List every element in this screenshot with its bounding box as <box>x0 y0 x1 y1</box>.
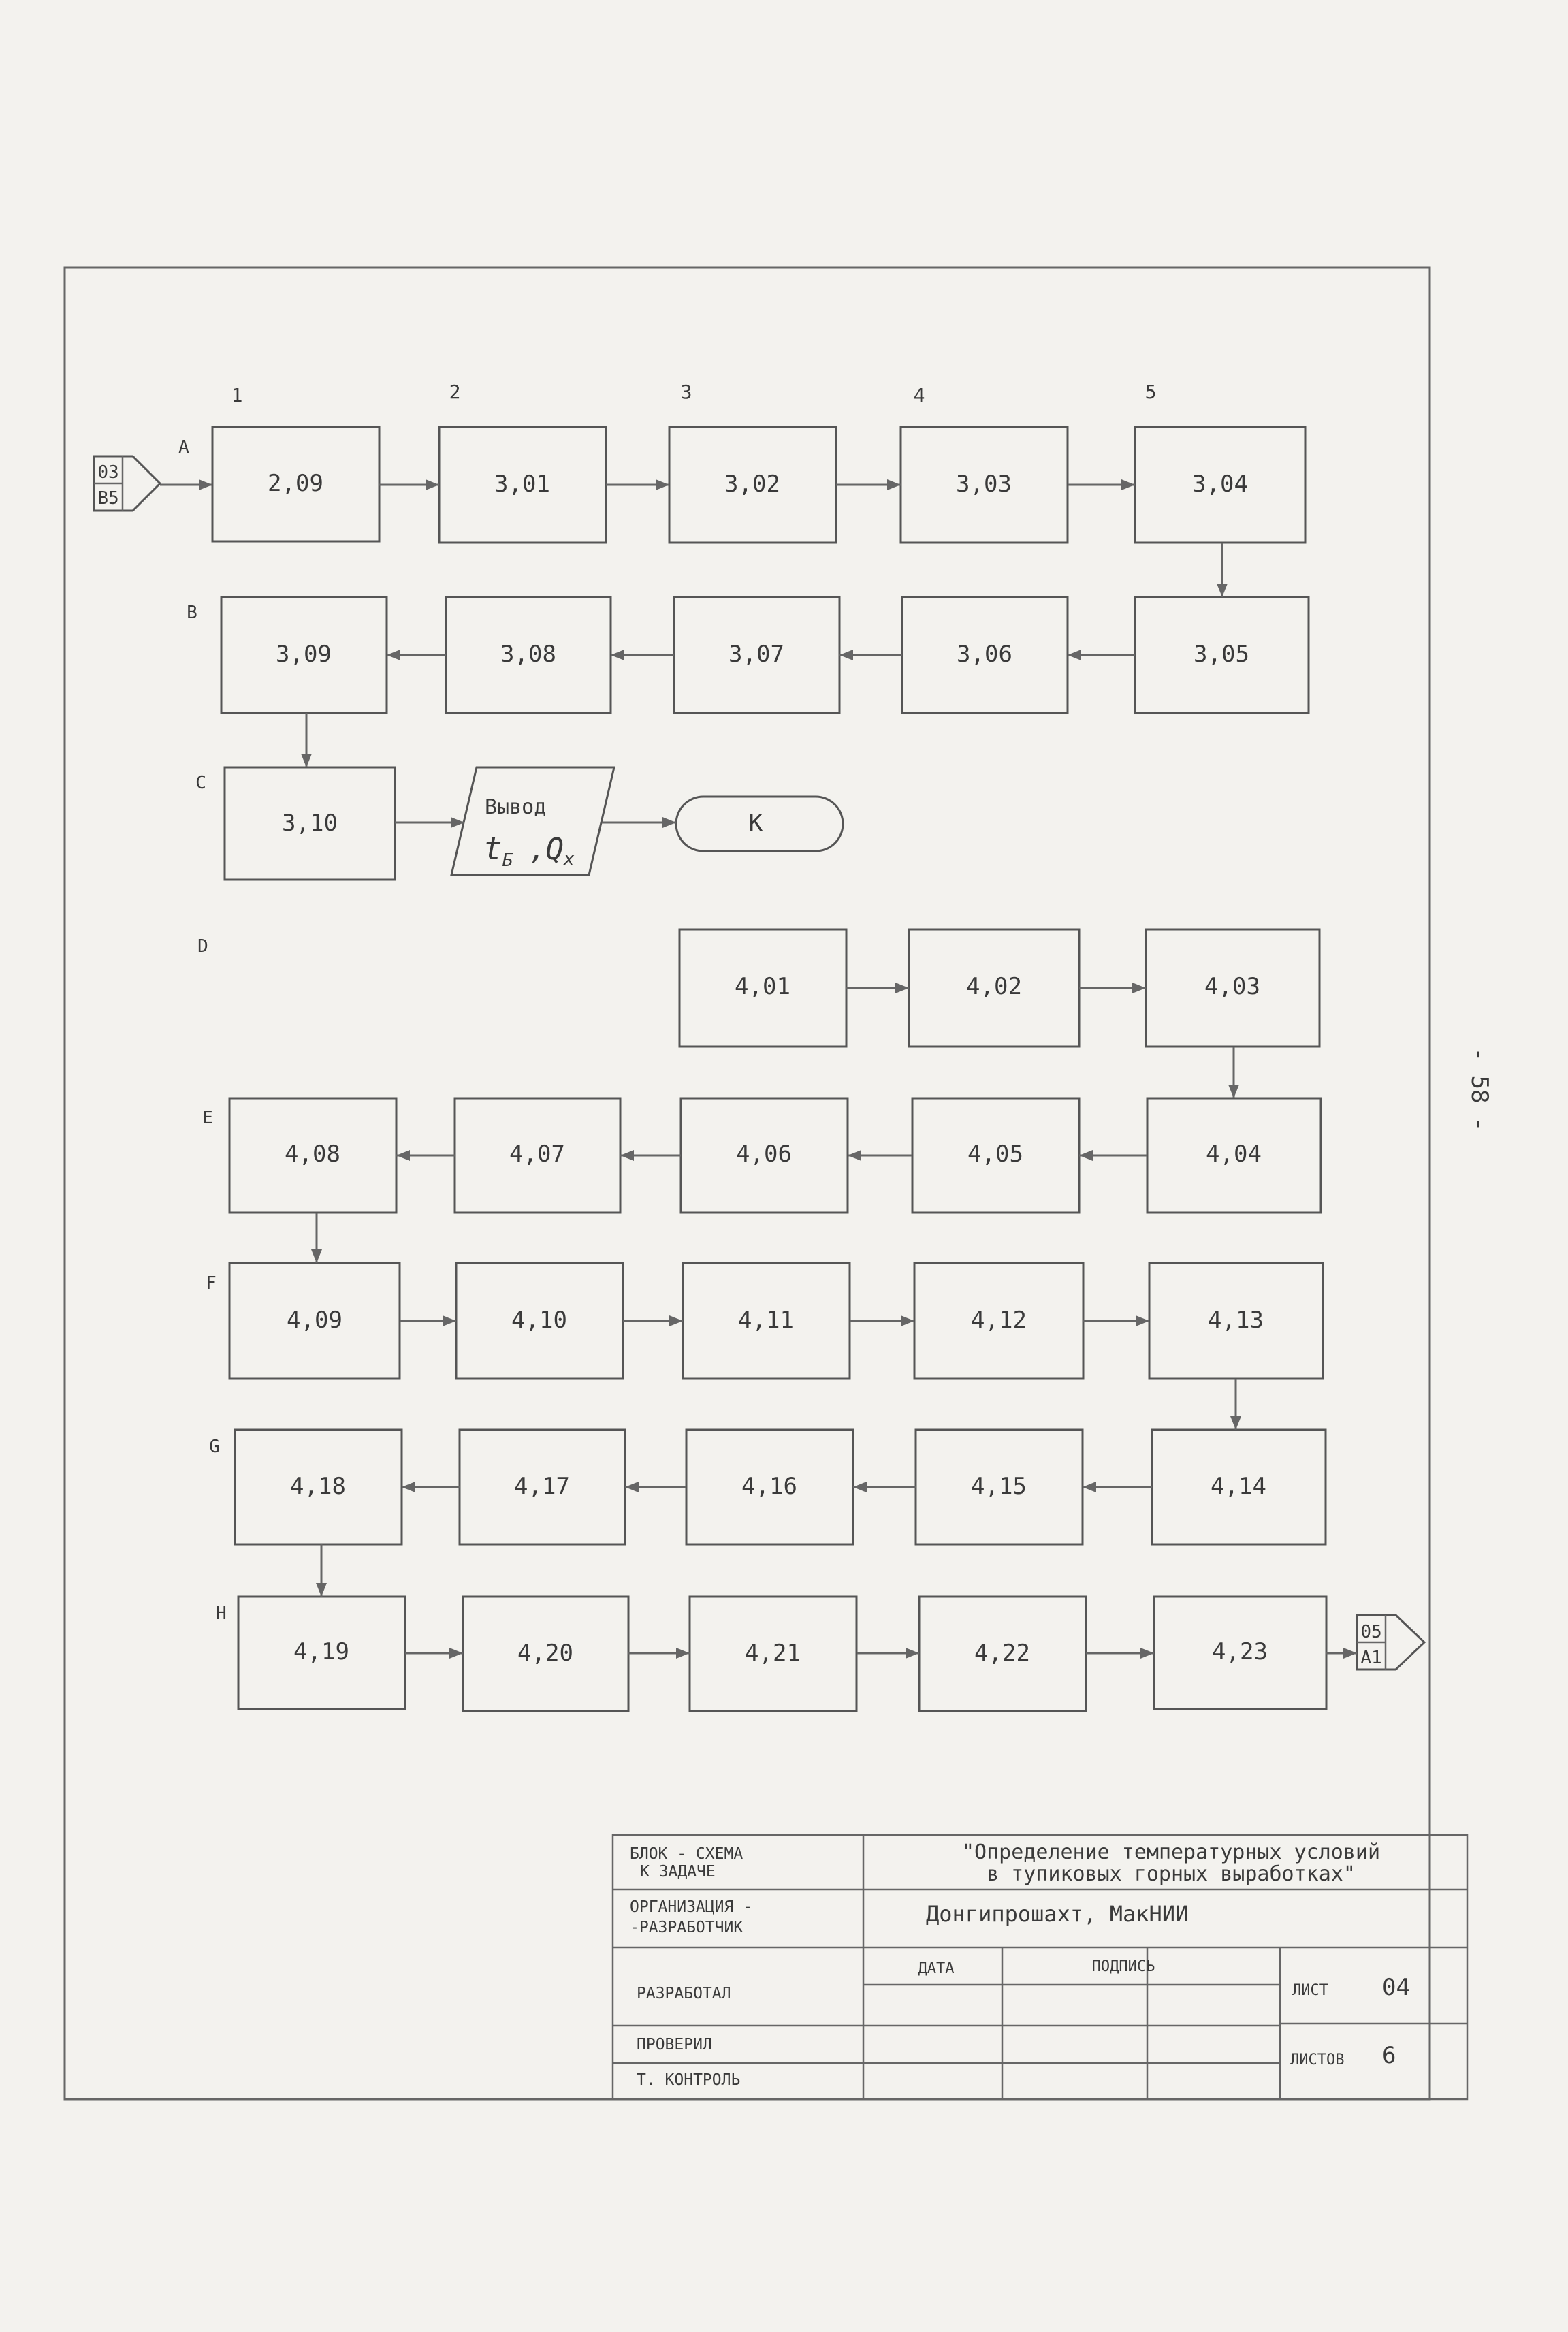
block-d3-label: 4,01 <box>735 973 790 1000</box>
signature-label: ПОДПИСЬ <box>1091 1958 1155 1975</box>
arrowhead <box>1121 479 1135 490</box>
connector-in-line1: 03 <box>97 462 119 483</box>
block-d4-label: 4,02 <box>966 973 1022 1000</box>
block-f2-label: 4,10 <box>511 1307 567 1334</box>
block-e1-label: 4,08 <box>285 1140 340 1168</box>
block-a2-label: 3,01 <box>494 470 550 498</box>
block-d5-label: 4,03 <box>1204 973 1260 1000</box>
arrowhead <box>311 1249 322 1263</box>
connector-out-line1: 05 <box>1360 1622 1382 1642</box>
arrowhead <box>316 1583 327 1597</box>
developed-label: РАЗРАБОТАЛ <box>637 1985 731 2002</box>
arrowhead <box>1083 1482 1096 1492</box>
block-e3-label: 4,06 <box>736 1140 792 1168</box>
block-b2-label: 3,08 <box>500 641 556 668</box>
connector-in-line2: B5 <box>97 488 119 509</box>
checked-label: ПРОВЕРИЛ <box>637 2036 712 2054</box>
sheets-value: 6 <box>1382 2042 1396 2069</box>
doc-type-line2: К ЗАДАЧЕ <box>640 1863 716 1881</box>
task-title-line1: "Определение температурных условий <box>961 1840 1381 1864</box>
block-g5-label: 4,14 <box>1211 1473 1266 1500</box>
arrowhead <box>1343 1648 1357 1659</box>
output-block-line1: Вывод <box>485 795 547 819</box>
arrowhead <box>199 479 212 490</box>
block-b1-label: 3,09 <box>276 641 332 668</box>
output-q: Q <box>545 832 564 867</box>
arrowhead <box>662 817 676 828</box>
row-label: C <box>195 773 206 793</box>
block-a4-label: 3,03 <box>956 470 1012 498</box>
doc-type-line1: БЛОК - СХЕМА <box>630 1845 743 1863</box>
column-label: 4 <box>913 384 925 406</box>
output-q-subscript: x <box>564 849 575 869</box>
arrowhead <box>443 1315 456 1326</box>
org-value: Донгипрошахт, МакНИИ <box>926 1901 1189 1927</box>
arrowhead <box>1140 1648 1154 1659</box>
date-label: ДАТА <box>918 1960 955 1977</box>
block-b4-label: 3,06 <box>957 641 1012 668</box>
block-h3-label: 4,21 <box>745 1640 801 1667</box>
arrowhead <box>1068 650 1081 660</box>
arrowhead <box>402 1482 415 1492</box>
task-title-line2: в тупиковых горных выработках" <box>987 1862 1356 1886</box>
arrowhead <box>839 650 853 660</box>
arrowhead <box>426 479 439 490</box>
row-label: F <box>206 1273 217 1294</box>
output-block <box>451 767 614 875</box>
arrowhead <box>1230 1416 1241 1430</box>
block-g3-label: 4,16 <box>741 1473 797 1500</box>
block-e4-label: 4,05 <box>967 1140 1023 1168</box>
connector-in <box>94 456 160 511</box>
block-g1-label: 4,18 <box>290 1473 346 1500</box>
block-e5-label: 4,04 <box>1206 1140 1262 1168</box>
arrowhead <box>449 1648 463 1659</box>
column-label: 1 <box>231 384 243 406</box>
block-h2-label: 4,20 <box>517 1640 573 1667</box>
arrowhead <box>853 1482 867 1492</box>
arrowhead <box>620 1150 634 1161</box>
terminator-label: К <box>748 810 763 837</box>
block-b5-label: 3,05 <box>1194 641 1249 668</box>
arrowhead <box>848 1150 861 1161</box>
block-f1-label: 4,09 <box>287 1307 342 1334</box>
row-label: E <box>202 1108 213 1128</box>
column-label: 3 <box>680 381 692 403</box>
block-c1-label: 3,10 <box>282 810 338 837</box>
block-g4-label: 4,15 <box>971 1473 1027 1500</box>
row-label: H <box>216 1603 227 1624</box>
sheet-label: ЛИСТ <box>1292 1982 1328 1999</box>
arrowhead <box>387 650 400 660</box>
output-separator: , <box>513 835 546 866</box>
org-label-line2: -РАЗРАБОТЧИК <box>630 1919 743 1936</box>
block-g2-label: 4,17 <box>514 1473 570 1500</box>
arrowhead <box>887 479 901 490</box>
block-h5-label: 4,23 <box>1212 1638 1268 1665</box>
block-f4-label: 4,12 <box>971 1307 1027 1334</box>
output-t: t <box>483 830 502 867</box>
row-label: A <box>178 437 189 458</box>
row-label: G <box>209 1437 220 1457</box>
row-label: B <box>187 603 197 623</box>
arrowhead <box>1136 1315 1149 1326</box>
block-a1-label: 2,09 <box>268 470 323 497</box>
arrowhead <box>611 650 624 660</box>
block-a3-label: 3,02 <box>724 470 780 498</box>
arrowhead <box>656 479 669 490</box>
output-block-line2 <box>483 830 575 871</box>
arrowhead <box>676 1648 690 1659</box>
arrowhead <box>396 1150 410 1161</box>
block-a5-label: 3,04 <box>1192 470 1248 498</box>
block-h1-label: 4,19 <box>293 1638 349 1665</box>
arrowhead <box>1079 1150 1093 1161</box>
page-number: - 58 - <box>1466 1047 1493 1132</box>
output-t-subscript: Б <box>502 850 513 871</box>
arrowhead <box>301 754 312 767</box>
connector-out <box>1357 1615 1424 1670</box>
block-b3-label: 3,07 <box>729 641 784 668</box>
sheets-label: ЛИСТОВ <box>1290 2051 1345 2069</box>
arrowhead <box>901 1315 914 1326</box>
terminator-end <box>676 797 843 851</box>
column-label: 5 <box>1145 381 1157 403</box>
block-h4-label: 4,22 <box>974 1640 1030 1667</box>
connector-out-line2: A1 <box>1360 1648 1382 1668</box>
arrowhead <box>625 1482 639 1492</box>
title-block <box>613 1835 1467 2099</box>
arrowhead <box>895 983 909 993</box>
arrowhead <box>1132 983 1146 993</box>
arrowhead <box>669 1315 683 1326</box>
arrowhead <box>1217 584 1228 597</box>
sheet-value: 04 <box>1382 1974 1410 2001</box>
block-f5-label: 4,13 <box>1208 1307 1264 1334</box>
column-label: 2 <box>449 381 461 403</box>
control-label: Т. КОНТРОЛЬ <box>637 2071 741 2089</box>
arrowhead <box>906 1648 919 1659</box>
block-f3-label: 4,11 <box>738 1307 794 1334</box>
arrowhead <box>1228 1085 1239 1098</box>
row-label: D <box>197 936 208 957</box>
block-e2-label: 4,07 <box>509 1140 565 1168</box>
org-label-line1: ОРГАНИЗАЦИЯ - <box>630 1898 753 1916</box>
